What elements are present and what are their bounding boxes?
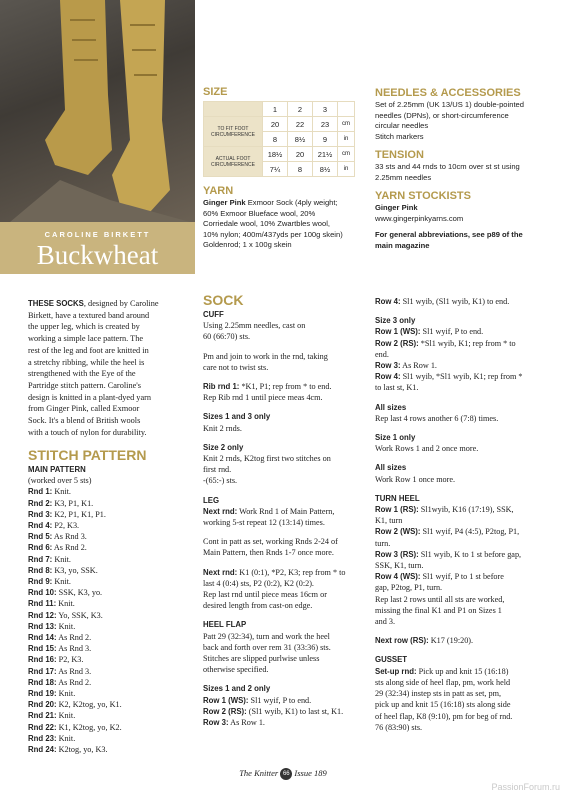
tension-heading: TENSION (375, 149, 424, 161)
turn-heel-heading: TURN HEEL (375, 493, 420, 503)
size-cell: cm (338, 117, 355, 132)
heel-section: Row 4: Sl1 wyib, (Sl1 wyib, K1) to end. Size 3 only Row 1 (WS): Sl1 wyif, P to end. Row 2 (RS): *Sl1 wyib, K1; rep from * to end. Row 3: As Row 1. Row 4: Sl1 wyib, *Sl1 wyib, K1; rep from * to last st, K1. All sizes Rep last 4 rows another 6 (7:8) times. Size 1 only Work Rows 1 and 2 once more. All sizes Work Row 1 once more. TURN HEEL Row 1 (RS): Sl1wyib, K16 (17:19), SSK, K1, turn Row 2 (WS): Sl1 wyif, P4 (4:5), P2tog, P1, turn. Row 3 (RS): Sl1 wyib, K to 1 st before gap, SSK, K1, turn. Row 4 (WS): Sl1 wyif, P to 1 st before gap, P2tog, P1, turn. Rep last 2 rows until all sts are worked, missing the final K1 and P1 on Sizes 1 and 3. Next row (RS): K17 (19:20). GUSSET Set-up rnd: Pick up and knit 15 (16:18) sts along side of heel flap, pm, work held 29 (32:34) instep sts in patt as set, pm, pick up and knit 15 (16:18) sts along side of heel flap, K8 (9:10), pm for beg of rnd. 76 (83:90) sts. (375, 296, 560, 733)
round-row: Rnd 21: Knit. (28, 711, 76, 721)
round-row: Rnd 5: As Rnd 3. (28, 532, 87, 542)
size-heading: SIZE (203, 86, 228, 98)
size-cell: 8½ (288, 132, 313, 147)
sock-photo (0, 0, 195, 222)
round-row: Rnd 13: Knit. (28, 621, 76, 631)
size-cell: 18½ (263, 147, 288, 162)
size-cell: 2 (288, 102, 313, 117)
round-row: Rnd 14: As Rnd 2. (28, 633, 92, 643)
round-row: Rnd 24: K2tog, yo, K3. (28, 745, 108, 755)
round-row: Rnd 2: K3, P1, K1. (28, 498, 94, 508)
gusset-heading: GUSSET (375, 655, 408, 665)
page-footer (0, 768, 566, 780)
yarn-section: YARN Ginger Pink Exmoor Sock (4ply weight; 60% Exmoor Blueface wool, 20% Corriedale wool, 10% Zwartbles wool, 10% nylon; 400m/437yds per 100g skein) Goldenrod; 1 x 100g skein (203, 185, 371, 251)
heel-flap-heading: HEEL FLAP (203, 620, 247, 630)
size-cell: 7¼ (263, 162, 288, 177)
round-row: Rnd 12: Yo, SSK, K3. (28, 610, 103, 620)
needles-section: NEEDLES & ACCESSORIES Set of 2.25mm (UK 13/US 1) double-pointed needles (DPNs), or short-circumference circular needles Stitch markers TENSION 33 sts and 44 rnds to 10cm over st st using 2.25mm needles YARN STOCKISTS Ginger Pink www.gingerpinkyarns.com For general abbreviations, see p89 of the main magazine (375, 86, 560, 251)
round-row: Rnd 10: SSK, K3, yo. (28, 588, 103, 598)
designer-name: CAROLINE BIRKETT (44, 230, 151, 239)
size-cell: 3 (313, 102, 338, 117)
issue-number: Issue 189 (294, 768, 327, 778)
round-row: Rnd 1: Knit. (28, 487, 71, 497)
size-cell: 8 (288, 162, 313, 177)
round-row: Rnd 15: As Rnd 3. (28, 644, 92, 654)
round-row: Rnd 9: Knit. (28, 577, 71, 587)
size-cell: 21½ (313, 147, 338, 162)
sock-illustration (0, 0, 195, 222)
round-row: Rnd 8: K3, yo, SSK. (28, 565, 98, 575)
round-row: Rnd 7: Knit. (28, 554, 71, 564)
stockist-url[interactable]: www.gingerpinkyarns.com (375, 213, 464, 223)
size-cell: 23 (313, 117, 338, 132)
size-cell: 22 (288, 117, 313, 132)
yarn-heading: YARN (203, 185, 234, 197)
magazine-name: The Knitter (239, 768, 279, 778)
sock-heading: SOCK (203, 292, 244, 308)
round-row: Rnd 20: K2, K2tog, yo, K1. (28, 700, 122, 710)
to-fit-label: TO FIT FOOT CIRCUMFERENCE (204, 117, 263, 147)
size-cell: 8½ (313, 162, 338, 177)
size-cell: 9 (313, 132, 338, 147)
round-row: Rnd 22: K1, K2tog, yo, K2. (28, 722, 122, 732)
round-row: Rnd 18: As Rnd 2. (28, 677, 92, 687)
cuff-heading: CUFF (203, 310, 224, 319)
round-row: Rnd 3: K2, P1, K1, P1. (28, 509, 106, 519)
watermark: PassionForum.ru (491, 782, 560, 792)
size-cell (338, 102, 355, 117)
sock-section: SOCK CUFF Using 2.25mm needles, cast on 60 (66:70) sts. Pm and join to work in the rnd, taking care not to twist sts. Rib rnd 1: *K1, P1; rep from * to end. Rep Rib rnd 1 until piece meas 4cm. Sizes 1 and 3 only Knit 2 rnds. Size 2 only Knit 2 rnds, K2tog first two stitches on first rnd. -(65:-) sts. LEG Next rnd: Work Rnd 1 of Main Pattern, working 5-st repeat 12 (13:14) times. Cont in patt as set, working Rnds 2-24 of Main Pattern, then Rnds 1-7 once more. Next rnd: K1 (0:1), *P2, K3; rep from * to last 4 (0:4) sts, P2 (0:2), K2 (0:2). Rep last rnd until piece meas 16cm or desired length from cast-on edge. HEEL FLAP Patt 29 (32:34), turn and work the heel back and forth over rem 31 (33:36) sts. Stitches are slipped purlwise unless otherwise specified. Sizes 1 and 2 only Row 1 (WS): Sl1 wyif, P to end. Row 2 (RS): (Sl1 wyib, K1) to last st, K1. Row 3: As Row 1. (203, 292, 371, 728)
round-row: Rnd 6: As Rnd 2. (28, 543, 87, 553)
round-row: Rnd 23: Knit. (28, 733, 76, 743)
round-row: Rnd 4: P2, K3. (28, 521, 80, 531)
rounds-list (28, 486, 198, 755)
actual-label: ACTUAL FOOT CIRCUMFERENCE (204, 147, 263, 177)
yarn-brand: Ginger Pink (203, 198, 246, 207)
main-pattern-heading: MAIN PATTERN (28, 465, 86, 474)
stitch-pattern-section: STITCH PATTERN MAIN PATTERN (worked over 5 sts) Rnd 1: Knit. Rnd 2: K3, P1, K1. Rnd 3: K2, P1, K1, P1. Rnd 4: P2, K3. Rnd 5: As Rnd 3. Rnd 6: As Rnd 2. Rnd 7: Knit. Rnd 8: K3, yo, SSK. Rnd 9: Knit. Rnd 10: SSK, K3, yo. Rnd 11: Knit. Rnd 12: Yo, SSK, K3. Rnd 13: Knit. Rnd 14: As Rnd 2. Rnd 15: As Rnd 3. Rnd 16: P2, K3. Rnd 17: As Rnd 3. Rnd 18: As Rnd 2. Rnd 19: Knit. Rnd 20: K2, K2tog, yo, K1. Rnd 21: Knit. Rnd 22: K1, K2tog, yo, K2. Rnd 23: Knit. Rnd 24: K2tog, yo, K3. (28, 447, 198, 755)
size-cell: 8 (263, 132, 288, 147)
intro-text: THESE SOCKS, designed by Caroline Birkett, have a textured band around the upper leg, which is created by working a simple lace pattern. The rest of the leg and foot are knitted in a stretchy ribbing, while the heel is strengthened with the Eye of the Partridge stitch pattern. Caroline's design is knitted in a plant-dyed yarn from Ginger Pink, called Exmoor Sock. It's a blend of British wools with a touch of nylon for durability. (28, 299, 159, 437)
size-cell: in (338, 162, 355, 177)
size-cell: 20 (263, 117, 288, 132)
round-row: Rnd 19: Knit. (28, 689, 76, 699)
size-table (203, 101, 355, 177)
round-row: Rnd 16: P2, K3. (28, 655, 84, 665)
stitch-heading: STITCH PATTERN (28, 447, 147, 463)
stockist-name: Ginger Pink (375, 203, 418, 212)
stockists-heading: YARN STOCKISTS (375, 190, 471, 202)
page-number-badge: 66 (280, 768, 292, 780)
round-row: Rnd 11: Knit. (28, 599, 75, 609)
size-cell: 1 (263, 102, 288, 117)
size-cell: 20 (288, 147, 313, 162)
size-cell: in (338, 132, 355, 147)
round-row: Rnd 17: As Rnd 3. (28, 666, 92, 676)
leg-heading: LEG (203, 495, 220, 505)
pattern-title: Buckwheat (36, 240, 159, 270)
needles-heading: NEEDLES & ACCESSORIES (375, 87, 521, 99)
size-cell: cm (338, 147, 355, 162)
